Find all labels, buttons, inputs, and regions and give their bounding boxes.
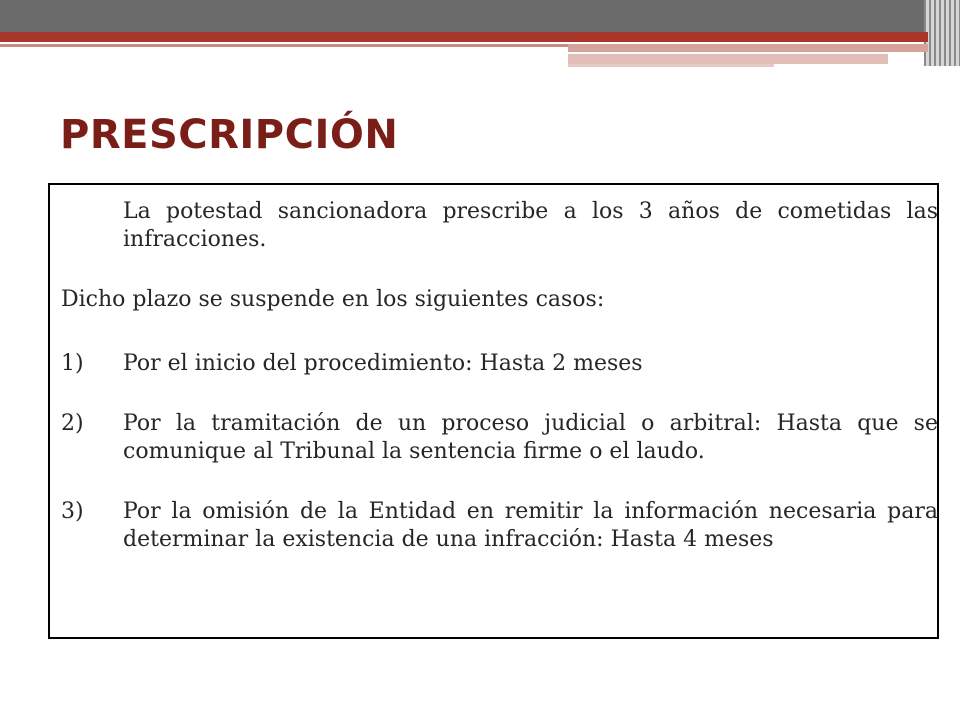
lead-paragraph: Dicho plazo se suspende en los siguientes casos: <box>61 287 605 312</box>
slide-title: PRESCRIPCIÓN <box>60 112 399 158</box>
header-stripes <box>924 0 960 66</box>
list-item-text: Por la tramitación de un proceso judicial o arbitral: Hasta que se comunique al Tribunal la sentencia firme o el laudo. <box>123 411 938 464</box>
list-item-text: Por la omisión de la Entidad en remitir la información necesaria para determinar la existencia de una infracción: Hasta 4 meses <box>123 499 938 552</box>
header-red-thin-bar <box>0 44 568 47</box>
list-item-number: 3) <box>61 499 84 524</box>
list-item-number: 1) <box>61 351 84 376</box>
intro-paragraph: La potestad sancionadora prescribe a los 3 años de cometidas las infracciones. <box>123 199 938 252</box>
header-pink-bar-3 <box>568 64 774 67</box>
list-item-text: Por el inicio del procedimiento: Hasta 2 meses <box>123 351 643 376</box>
list-item-number: 2) <box>61 411 84 436</box>
header-gray-bar <box>0 0 960 32</box>
header-pink-bar-2 <box>568 54 888 64</box>
header-red-bar <box>0 32 928 42</box>
header-pink-bar <box>568 44 928 52</box>
